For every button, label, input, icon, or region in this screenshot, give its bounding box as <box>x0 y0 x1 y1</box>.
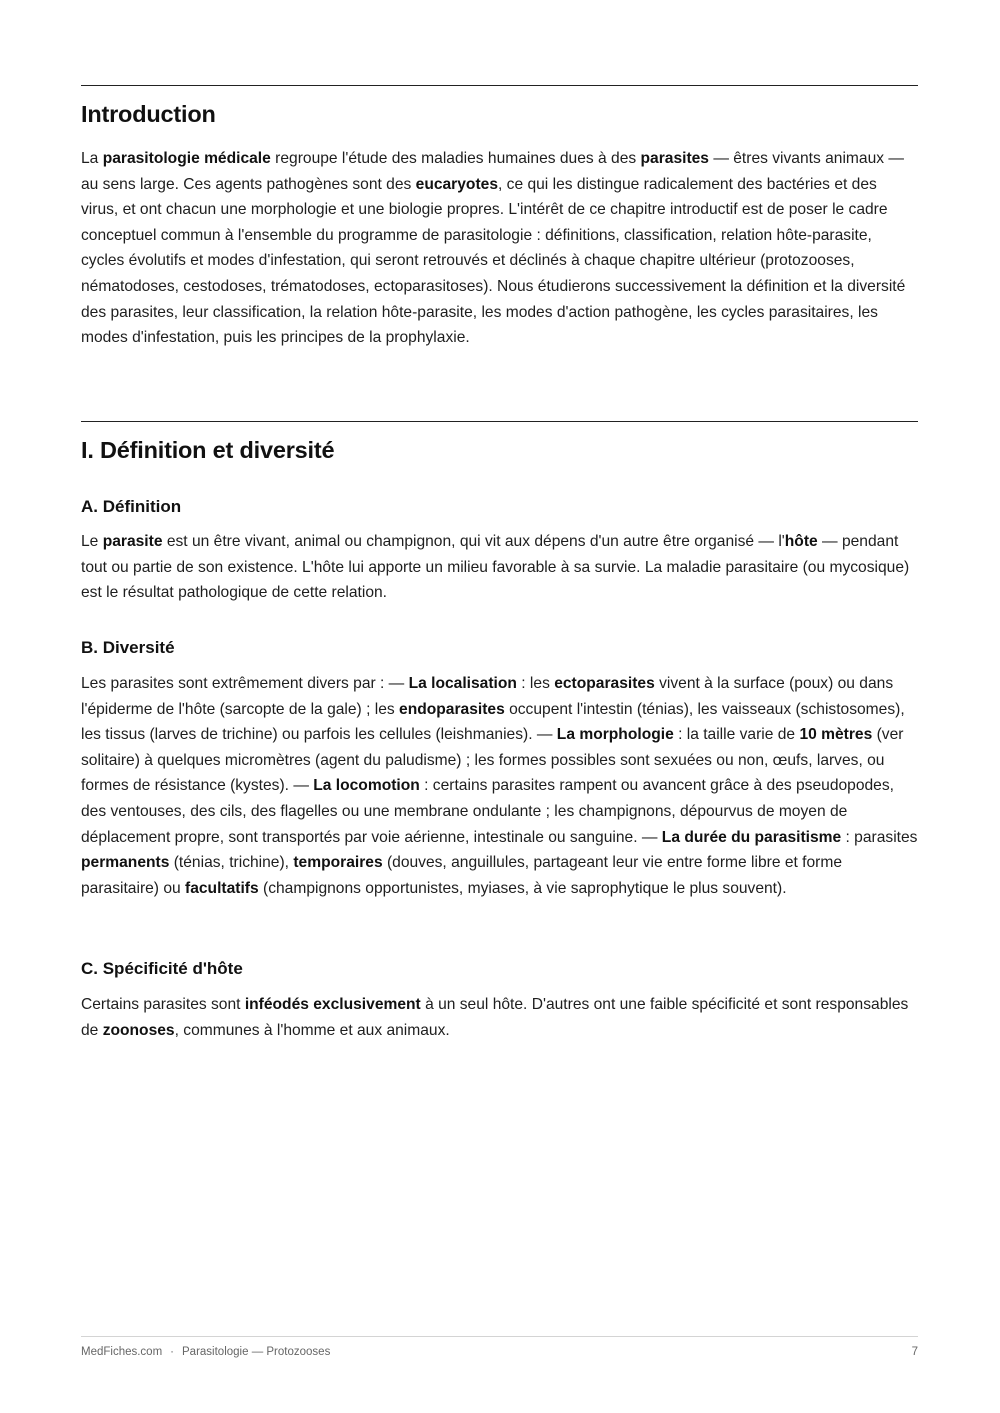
page-number: 7 <box>911 1346 918 1358</box>
bold-term: eucaryotes <box>415 175 498 193</box>
footer-book-title: Parasitologie — Protozooses <box>182 1346 331 1358</box>
bold-term: temporaires <box>293 854 383 872</box>
bold-term: hôte <box>784 533 818 550</box>
text-run: (champignons opportunistes, myiases, à vie saprophytique le plus souvent). <box>258 879 787 897</box>
text-run: La <box>81 150 103 167</box>
footer-left <box>81 1346 330 1358</box>
intro-heading: Introduction <box>81 101 216 127</box>
text-run: : parasites <box>841 828 918 846</box>
section-divider <box>81 85 918 86</box>
text-run: (ver solitaire) à quelques micromètres (agent du paludisme) ; les formes possibles sont sexuées ou non, œufs, larves, ou formes de résistance (kystes). — <box>81 726 904 795</box>
text-run: vivent à la surface (poux) ou dans l'épiderme de l'hôte (sarcopte de la gale) ; les <box>81 675 894 718</box>
bold-term: inféodés exclusivement <box>244 996 421 1013</box>
bold-term: permanents <box>81 854 170 872</box>
text-run: Les parasites sont extrêmement divers par : — <box>81 675 409 692</box>
bold-term: parasite <box>102 533 163 550</box>
page-footer <box>81 1336 918 1358</box>
footer-site: MedFiches.com <box>81 1346 163 1358</box>
bold-term: ectoparasites <box>554 675 655 692</box>
bold-term: endoparasites <box>399 700 505 718</box>
text-run: est un être vivant, animal ou champignon, qui vit aux dépens d'un autre être organisé — l' <box>162 533 785 550</box>
definition-paragraph <box>81 529 918 606</box>
subsection-heading-c: C. Spécificité d'hôte <box>81 959 243 978</box>
text-run: (ténias, trichine), <box>169 854 294 872</box>
bold-term: 10 mètres <box>799 726 873 744</box>
bold-term: La locomotion <box>313 777 420 795</box>
bold-term: facultatifs <box>185 879 259 897</box>
bold-term: La morphologie <box>556 726 674 744</box>
text-run: : la taille varie de <box>673 726 800 744</box>
section-divider <box>81 421 918 422</box>
text-run: , ce qui les distingue radicalement des bactéries et des virus, et ont chacun une morphologie et une biologie propres. L'intérêt de ce chapitre introductif est de poser le cadre conceptuel commun à l'ensemble du programme de parasitologie : définitions, classification, relation hôte-parasite, cycles évolutifs et modes d'infestation, qui seront retrouvés et déclinés à chaque chapitre ultérieur (protozooses, nématodoses, cestodoses, trématodoses, ectoparasitoses). Nous étudierons successivement la définition et la diversité des parasites, leur classification, la relation hôte-parasite, les modes d'action pathogène, les cycles parasitaires, les modes d'infestation, puis les principes de la prophylaxie. <box>81 175 906 347</box>
text-run: Le <box>81 533 103 550</box>
text-run: occupent l'intestin (ténias), les vaisseaux (schistosomes), les tissus (larves de trichine) ou parfois les cellules (leishmanies). — <box>81 700 905 744</box>
bold-term: La localisation <box>408 675 517 692</box>
subsection-heading-b: B. Diversité <box>81 638 175 657</box>
specificity-paragraph <box>81 992 918 1043</box>
section-heading: I. Définition et diversité <box>81 437 335 463</box>
bold-term: La durée du parasitisme <box>661 828 842 846</box>
text-run: (douves, anguillules, partageant leur vie entre forme libre et forme parasitaire) ou <box>81 854 843 897</box>
text-run: , communes à l'homme et aux animaux. <box>174 1021 450 1039</box>
footer-separator: · <box>170 1346 175 1358</box>
diversity-paragraph <box>81 671 918 901</box>
text-run: à un seul hôte. D'autres ont une faible spécificité et sont responsables de <box>81 996 909 1039</box>
bold-term: parasitologie médicale <box>102 150 271 167</box>
subsection-heading-a: A. Définition <box>81 497 182 516</box>
text-run: regroupe l'étude des maladies humaines dues à des <box>270 150 641 167</box>
text-run: Certains parasites sont <box>81 996 245 1013</box>
bold-term: parasites <box>640 150 709 167</box>
text-run: — êtres vivants animaux — au sens large. Ces agents pathogènes sont des <box>81 150 904 193</box>
text-run: : les <box>516 675 555 692</box>
text-run: — pendant tout ou partie de son existence. L'hôte lui apporte un milieu favorable à sa survie. La maladie parasitaire (ou mycosique) est le résultat pathologique de cette relation. <box>81 533 910 602</box>
intro-paragraph <box>81 146 918 351</box>
text-run: : certains parasites rampent ou avancent grâce à des pseudopodes, des ventouses, des cils, des flagelles ou une membrane ondulante ; les champignons, dépourvus de moyen de déplacement propre, sont transportés par voie aérienne, intestinale ou sanguine. — <box>81 777 894 846</box>
bold-term: zoonoses <box>102 1021 175 1039</box>
